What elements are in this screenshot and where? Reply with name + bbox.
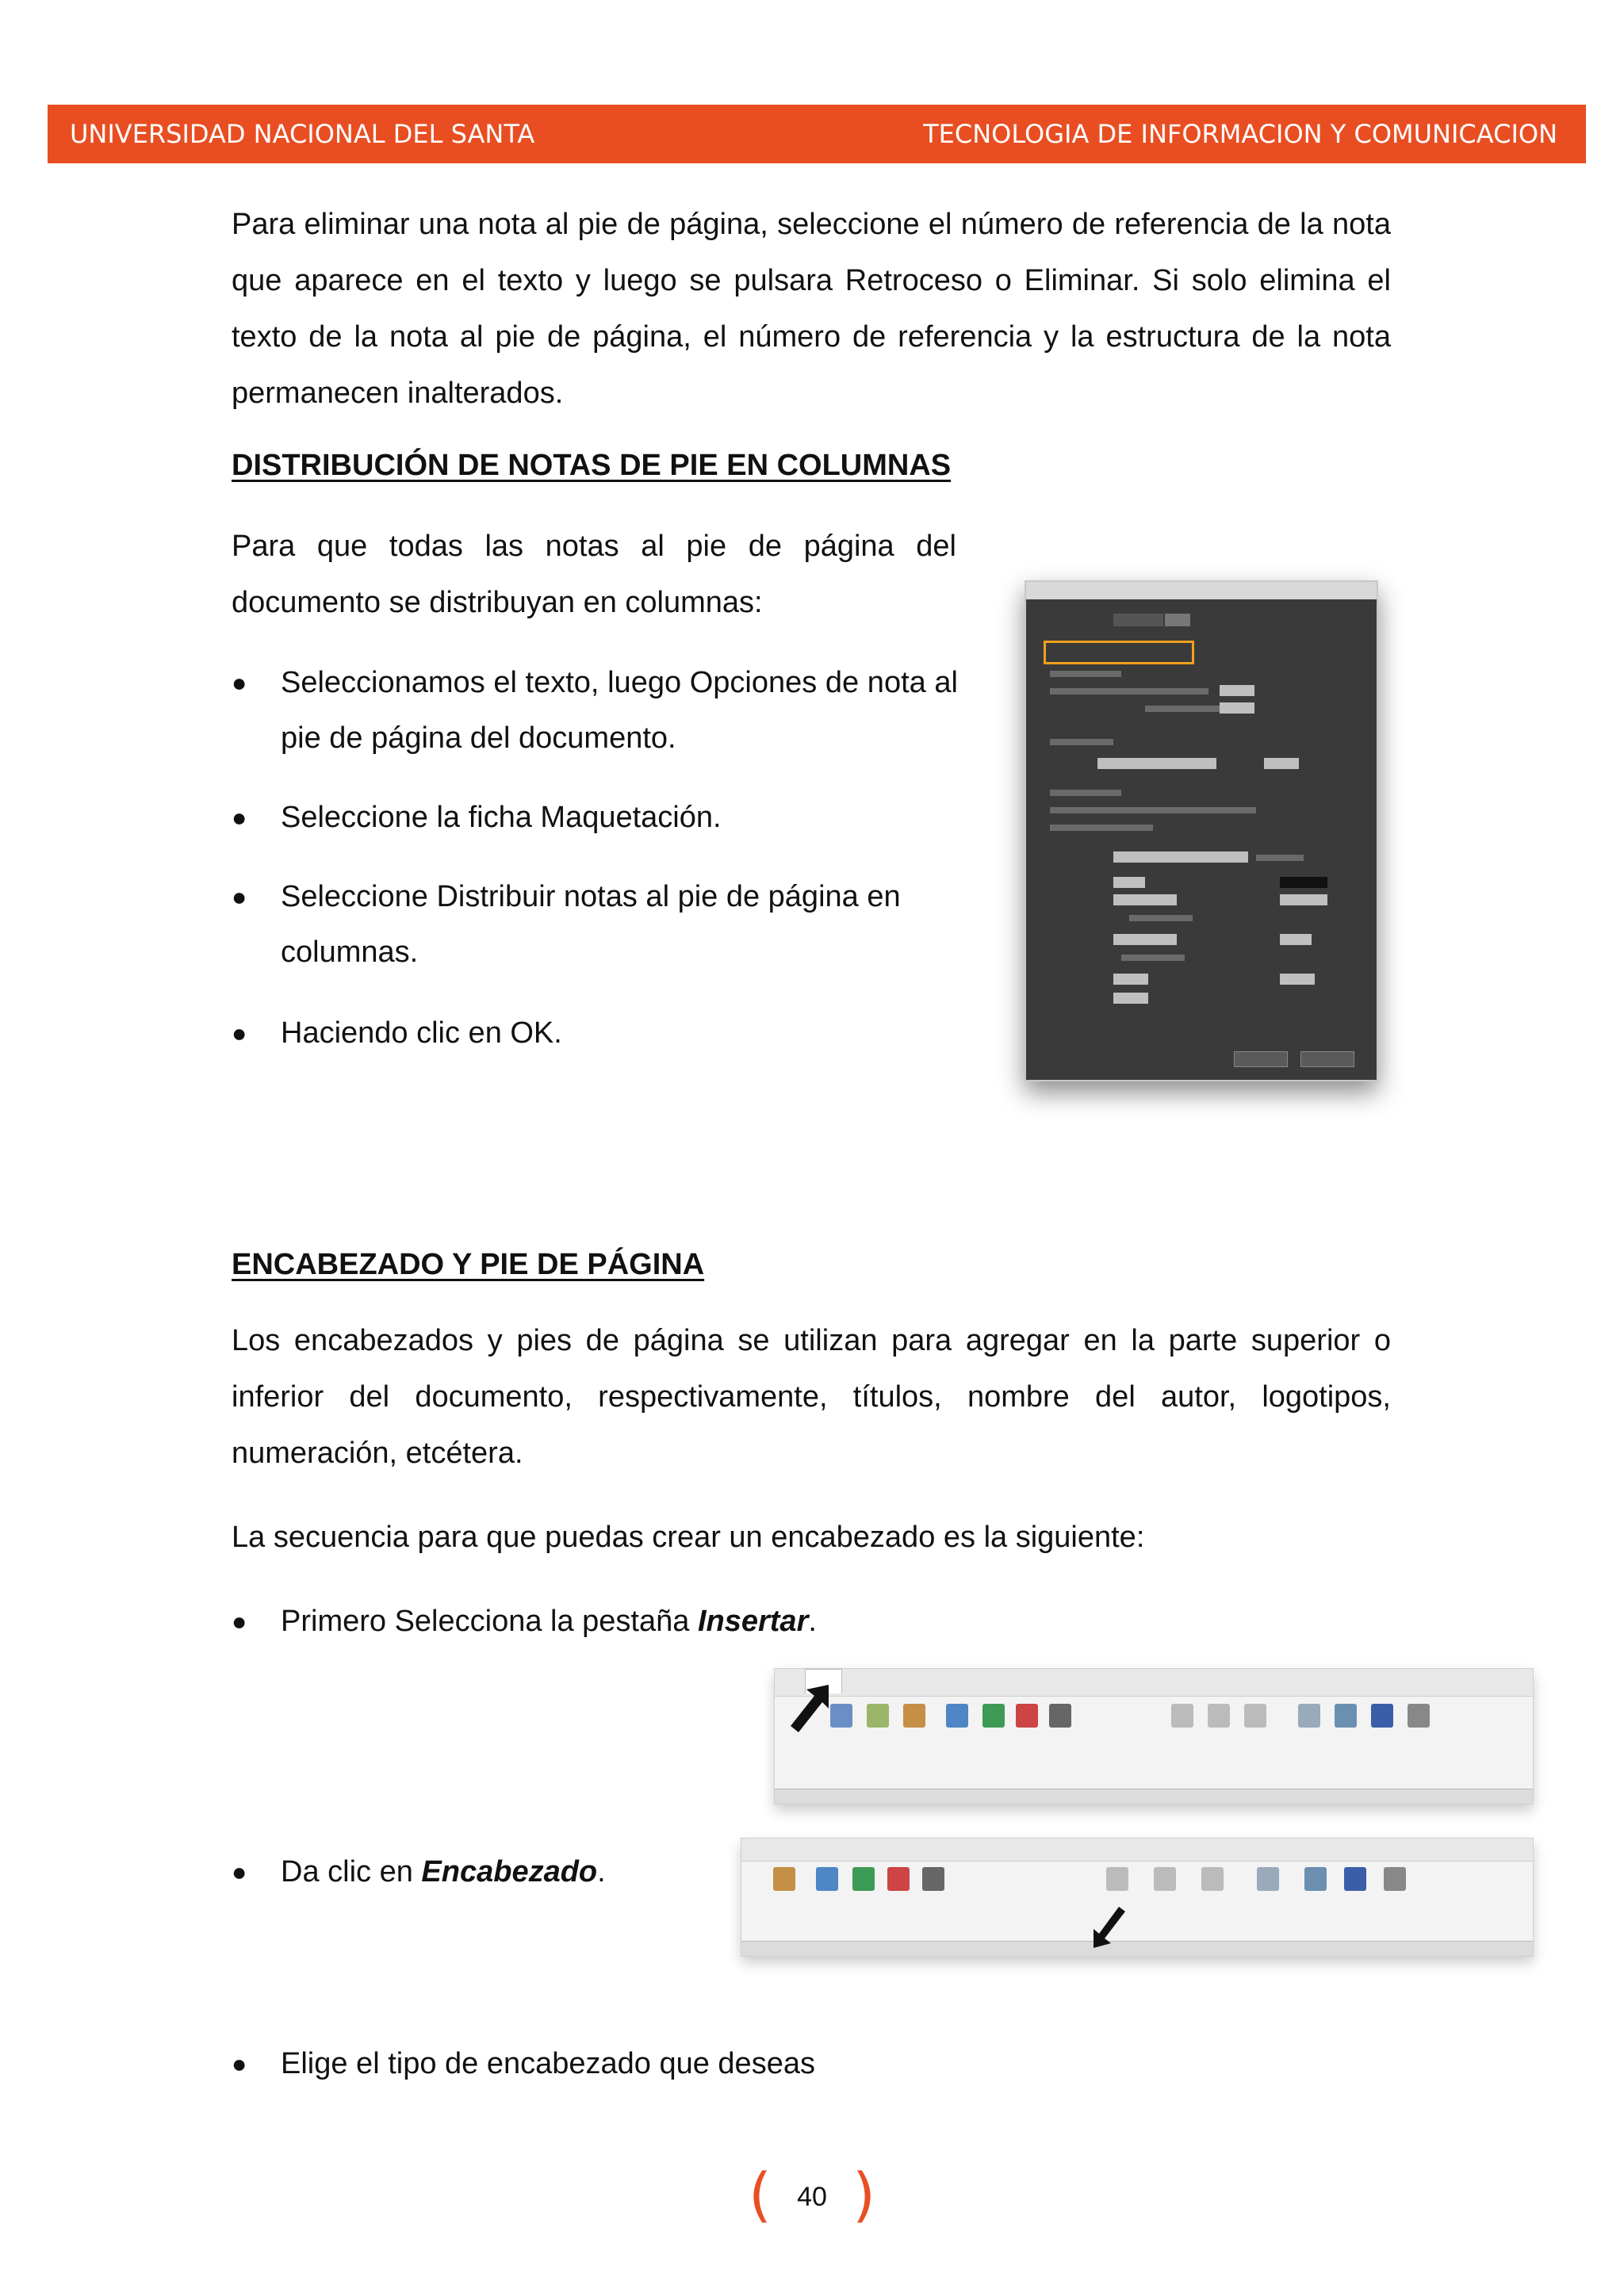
bullet-dot: ● xyxy=(232,803,247,832)
wordart-icon xyxy=(1371,1704,1393,1728)
page-number-icon xyxy=(1244,1704,1266,1728)
dialog-line xyxy=(1145,706,1224,712)
list-item-text: Primero Selecciona la pestaña xyxy=(281,1605,698,1638)
header-bar xyxy=(48,105,1586,163)
chart-icon xyxy=(1016,1704,1038,1728)
dialog-line xyxy=(1121,955,1185,961)
footer-icon xyxy=(1208,1704,1230,1728)
dialog-tabs xyxy=(1113,614,1192,626)
header-icon xyxy=(1171,1704,1193,1728)
bullet-dot: ● xyxy=(232,1858,247,1886)
bullet-dot: ● xyxy=(232,882,247,911)
dialog-tab xyxy=(1113,614,1163,626)
ribbon-header-button-image xyxy=(741,1838,1534,1957)
emphasis-encabezado: Encabezado xyxy=(421,1855,598,1888)
ribbon-tab xyxy=(926,1670,972,1693)
shapes-icon xyxy=(816,1867,838,1891)
dialog-field xyxy=(1220,685,1254,696)
ribbon-tab xyxy=(842,1670,888,1693)
dialog-titlebar xyxy=(1026,582,1377,599)
dialog-line xyxy=(1256,855,1304,861)
quick-parts-icon xyxy=(1335,1704,1357,1728)
dialog-line xyxy=(1050,807,1256,813)
dialog-cancel-button xyxy=(1300,1051,1354,1067)
dialog-tab-active xyxy=(1165,614,1190,626)
list-item-text: Da clic en xyxy=(281,1855,422,1888)
dialog-line xyxy=(1050,790,1121,796)
list-item xyxy=(232,1844,677,1900)
dialog-field xyxy=(1113,934,1177,945)
section2-para-text: Los encabezados y pies de página se utilizan para agregar en la parte superior o inferior del documento, respectivamente, títulos, nombre del autor, logotipos, numeración, etcétera. xyxy=(232,1324,1391,1470)
chart-icon xyxy=(887,1867,910,1891)
dialog-line xyxy=(1050,825,1153,831)
ribbon-tab xyxy=(741,1839,782,1862)
section1-intro-text: Para que todas las notas al pie de página del documento se distribuyan en columnas: xyxy=(232,530,956,619)
quick-parts-icon xyxy=(1304,1867,1327,1891)
emphasis-insertar: Insertar xyxy=(697,1605,809,1638)
bullet-dot: ● xyxy=(232,668,247,697)
dropcap-icon xyxy=(1408,1704,1430,1728)
section2-sequence-text: La secuencia para que puedas crear un encabezado es la siguiente: xyxy=(232,1521,1145,1554)
list-item xyxy=(232,790,958,845)
ribbon-icon-row xyxy=(741,1867,1533,1931)
dialog-field xyxy=(1264,758,1299,769)
dialog-field xyxy=(1220,702,1254,714)
header-course: TECNOLOGIA DE INFORMACION Y COMUNICACION xyxy=(923,119,1557,149)
dialog-field xyxy=(1113,877,1145,888)
dialog-field xyxy=(1113,894,1177,905)
list-item-text: Elige el tipo de encabezado que deseas xyxy=(281,2047,815,2080)
dialog-field xyxy=(1113,851,1248,863)
page-number-icon xyxy=(1201,1867,1224,1891)
ribbon-icon-row xyxy=(775,1704,1533,1767)
pointer-arrow-icon xyxy=(789,1685,837,1748)
header-university: UNIVERSIDAD NACIONAL DEL SANTA xyxy=(70,119,535,149)
list-item-text: Seleccionamos el texto, luego Opciones de nota al pie de página del documento. xyxy=(281,666,958,755)
capture-icon xyxy=(1049,1704,1071,1728)
smartart-icon xyxy=(982,1704,1005,1728)
list-item-text: Seleccione Distribuir notas al pie de página en columnas. xyxy=(281,880,901,969)
dialog-field xyxy=(1113,993,1148,1004)
ribbon-ruler xyxy=(775,1789,1533,1804)
ribbon-tab xyxy=(888,1670,926,1693)
list-item xyxy=(232,2036,994,2091)
list-item-text: Seleccione la ficha Maquetación. xyxy=(281,801,722,834)
ribbon-tab xyxy=(899,1839,929,1862)
dialog-field xyxy=(1280,877,1327,888)
ribbon-insert-tab-image xyxy=(774,1668,1534,1804)
list-item-text: Haciendo clic en OK. xyxy=(281,1016,562,1050)
dialog-field xyxy=(1097,758,1216,769)
dialog-line xyxy=(1050,688,1208,695)
section2-title: ENCABEZADO Y PIE DE PÁGINA xyxy=(232,1248,705,1281)
ribbon-tab xyxy=(782,1839,820,1862)
section1-intro xyxy=(232,519,956,631)
wordart-icon xyxy=(1344,1867,1366,1891)
dialog-field xyxy=(1280,894,1327,905)
bracket-right: ) xyxy=(852,2161,875,2229)
header-icon xyxy=(1106,1867,1128,1891)
dropcap-icon xyxy=(1384,1867,1406,1891)
bracket-left: ( xyxy=(749,2161,772,2229)
dialog-line xyxy=(1050,671,1121,677)
textbox-icon xyxy=(1298,1704,1320,1728)
ribbon-tabs xyxy=(775,1669,1533,1697)
ribbon-tab xyxy=(820,1839,866,1862)
page-number-text: 40 xyxy=(797,2182,827,2212)
section2-paragraph xyxy=(232,1313,1391,1482)
ribbon-ruler xyxy=(741,1941,1533,1956)
section1-heading xyxy=(232,438,1391,494)
ribbon-tabs xyxy=(741,1839,1533,1862)
bullet-dot: ● xyxy=(232,1019,247,1047)
list-item xyxy=(232,655,958,766)
bullet-dot: ● xyxy=(232,2049,247,2078)
section1-title: DISTRIBUCIÓN DE NOTAS DE PIE EN COLUMNAS xyxy=(232,449,952,482)
shapes-icon xyxy=(946,1704,968,1728)
capture-icon xyxy=(922,1867,944,1891)
page-number xyxy=(749,2161,875,2229)
list-item-suffix: . xyxy=(808,1605,817,1638)
footer-icon xyxy=(1154,1867,1176,1891)
dialog-line xyxy=(1050,739,1113,745)
dialog-line xyxy=(1129,915,1193,921)
list-item xyxy=(232,869,958,980)
paragraph-delete-footnote xyxy=(232,197,1391,422)
list-item-suffix: . xyxy=(597,1855,606,1888)
para1-text: Para eliminar una nota al pie de página, seleccione el número de referencia de la nota que aparece en el texto y luego se pulsara Retroceso o Eliminar. Si solo elimina el texto de la nota al pie de página, el número de referencia y la estructura de la nota permanecen inalterados. xyxy=(232,208,1391,410)
dialog-field xyxy=(1280,934,1312,945)
clipart-icon xyxy=(773,1867,795,1891)
image-icon xyxy=(867,1704,889,1728)
footnote-options-dialog-image xyxy=(1025,580,1378,1081)
smartart-icon xyxy=(852,1867,875,1891)
dialog-ok-button xyxy=(1234,1051,1288,1067)
list-item xyxy=(232,1005,958,1061)
pointer-arrow-icon xyxy=(1078,1900,1125,1948)
section2-heading xyxy=(232,1237,1391,1293)
clipart-icon xyxy=(903,1704,925,1728)
list-item xyxy=(232,1594,836,1649)
dialog-highlight-box xyxy=(1044,641,1194,664)
section2-sequence xyxy=(232,1510,1391,1566)
textbox-icon xyxy=(1257,1867,1279,1891)
dialog-field xyxy=(1280,974,1315,985)
bullet-dot: ● xyxy=(232,1607,247,1636)
dialog-field xyxy=(1113,974,1148,985)
ribbon-tab xyxy=(866,1839,898,1862)
